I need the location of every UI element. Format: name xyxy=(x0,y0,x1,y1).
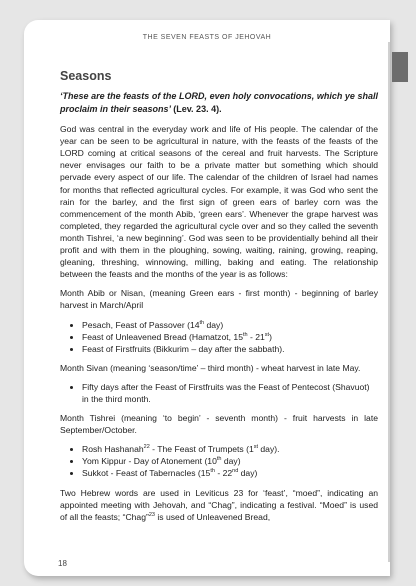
page-content xyxy=(60,70,378,530)
footnote-marker: 23 xyxy=(148,511,155,518)
tishrei-paragraph: Month Tishrei (meaning ‘to begin’ - seventh month) - fruit harvests in late September/October. xyxy=(60,413,378,436)
list-item: • Yom Kippur - Day of Atonement (10th day) xyxy=(82,455,378,467)
quote-reference: (Lev. 23. 4). xyxy=(173,103,222,114)
running-header: THE SEVEN FEASTS OF JEHOVAH xyxy=(142,34,272,41)
intro-paragraph: God was central in the everyday work and life of His people. The calendar of the year can be seen to be agricultural in nature, with the feasts of the feasts of the LORD coming at critical seasons of the cereal and fruit harvests. The Scripture never envisages our faith to be a private matter but something which should pervade every aspect of our life. The calendar of the children of Israel had names for months that reflected agricultural cycles. For example, it was God who sent the rain for the barley, and the first sign of green ears of barley corn was the commencement of the month Abib, ‘green ears’. Whenever the grape harvest was completed, they regarded the agricultural cycle over and so they called the seventh month Tishrei, ‘a new beginning’. God was seen to be providentially behind all their profit and with them in the ploughing, sowing, waiting, raining, growing, reaping, gleaning, threshing, winnowing, milling, baking and eating. The relationship between the feasts and the months of the year is as follows: xyxy=(60,124,378,280)
sivan-paragraph: Month Sivan (meaning ‘season/time’ – third month) - wheat harvest in late May. xyxy=(60,362,361,373)
list-item: • Pesach, Feast of Passover (14th day) xyxy=(82,319,378,331)
closing-paragraph: Two Hebrew words are used in Leviticus 23 for ‘feast’, “moed”, indicating an appointed meeting with Jehovah, and “Chag”, indicating a festival. “Moed” is used of all the feasts; “Chag”$^{23}$ is used of Unleavened Bread, xyxy=(60,487,378,522)
tishrei-feast-list xyxy=(60,443,378,479)
page-number: 18 xyxy=(58,559,67,568)
list-item: • Feast of Unleavened Bread (Hamatzot, 15th - 21st) xyxy=(82,331,378,343)
abib-paragraph: Month Abib or Nisan, (meaning Green ears - first month) - beginning of barley harvest in March/April xyxy=(60,288,378,311)
sivan-feast-list xyxy=(60,381,378,405)
page-edge xyxy=(388,42,390,562)
abib-feast-list xyxy=(60,319,378,355)
quote-text: ‘These are the feasts of the LORD, even holy convocations, which ye shall proclaim in their seasons’ xyxy=(60,91,378,114)
chapter-tab-marker xyxy=(392,52,408,82)
list-item: • Rosh Hashanah$^{22}$ - The Feast of Trumpets (1st day). xyxy=(82,443,378,455)
list-item: • Feast of Firstfruits (Bikkurim – day after the sabbath). xyxy=(82,343,378,355)
book-page xyxy=(24,20,390,576)
footnote-marker: 22 xyxy=(143,444,150,451)
list-item: • Fifty days after the Feast of Firstfruits was the Feast of Pentecost (Shavuot) in the third month. xyxy=(82,381,378,405)
list-item: • Sukkot - Feast of Tabernacles (15th - 22nd day) xyxy=(82,467,378,479)
scripture-quote xyxy=(60,90,378,115)
section-title: Seasons xyxy=(60,69,112,83)
